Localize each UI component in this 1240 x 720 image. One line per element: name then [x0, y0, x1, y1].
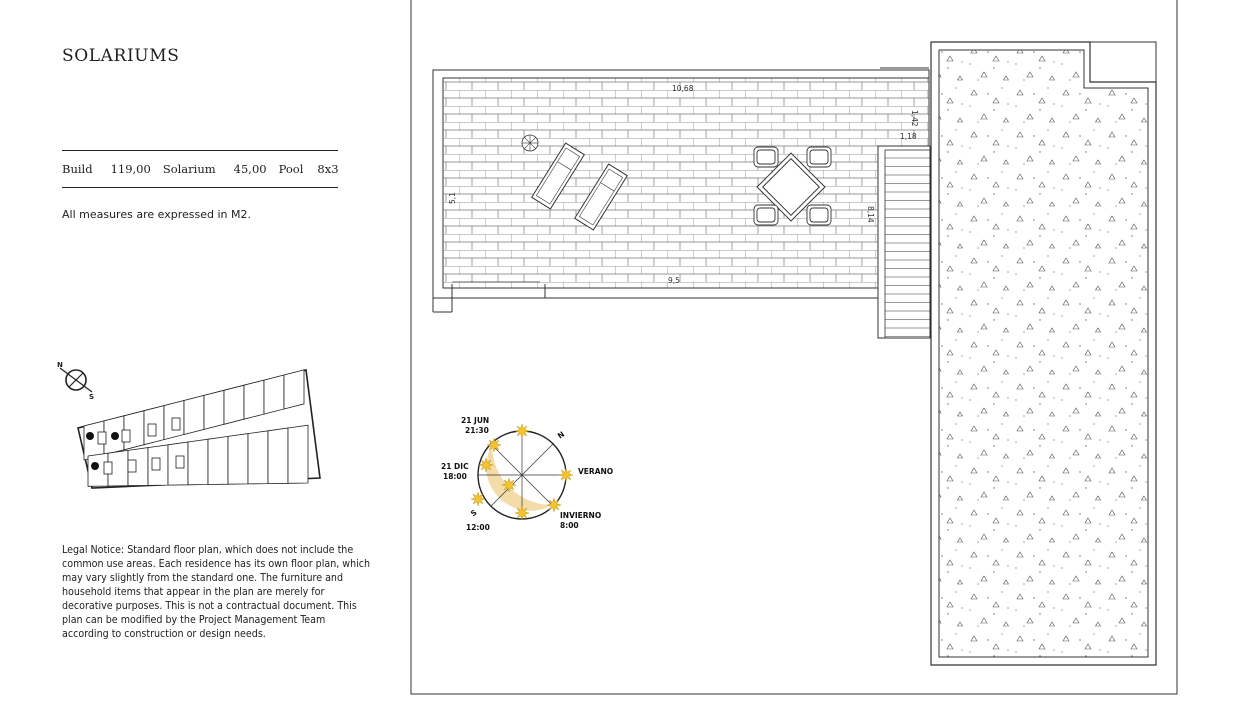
- key-plan-unit: [204, 390, 224, 429]
- summer-label: VERANO: [578, 467, 614, 476]
- sun-south-label: S: [469, 507, 479, 519]
- key-plan-unit: [268, 428, 288, 484]
- winter-time: 8:00: [560, 521, 579, 530]
- winter-sunset-time: 18:00: [443, 472, 467, 481]
- summer-sunset-date: 21 JUN: [461, 416, 490, 425]
- unit-pool-mark: [172, 418, 180, 430]
- unit-pool-mark: [128, 460, 136, 472]
- key-plan-unit: [288, 425, 308, 483]
- sun-north-label: N: [555, 429, 567, 441]
- build-label: Build: [62, 162, 93, 176]
- sun-icon: [502, 478, 516, 492]
- sun-icon: [487, 438, 501, 452]
- unit-pool-mark: [152, 458, 160, 470]
- dimension-stair: 8,14: [866, 206, 875, 223]
- legal-notice: Legal Notice: Standard floor plan, which does not include the common use areas. Each residence has its own floor plan, which may vary slightly from the standard one. The furniture and household items that appear in the plan are merely for decorative purposes. This is not a contractual document. This plan can be modified by the Project Management Team according to construction or design needs.: [62, 544, 371, 640]
- key-plan-unit: [184, 395, 204, 434]
- dimension-depth: 5,1: [448, 192, 457, 204]
- dimension-bottom-width: 9,5: [668, 276, 680, 285]
- unit-pool-mark: [148, 424, 156, 436]
- compass-south-letter: S: [89, 393, 95, 401]
- key-plan-unit: [248, 431, 268, 484]
- sun-icon: [515, 506, 529, 520]
- site-key-plan: [78, 370, 320, 488]
- unit-pool-mark: [176, 456, 184, 468]
- dimension-side-a: 1,42: [910, 110, 919, 127]
- summer-sunset-time: 21:30: [465, 426, 489, 435]
- parasol: [522, 135, 538, 151]
- key-plan-unit: [224, 385, 244, 424]
- key-plan-unit: [284, 370, 304, 409]
- dimension-top-width: 10,68: [672, 84, 694, 93]
- pool-value: 8x3: [317, 162, 339, 176]
- winter-sunset-date: 21 DIC: [441, 462, 469, 471]
- sun-icon: [559, 468, 573, 482]
- winter-label: INVIERNO: [560, 511, 602, 520]
- build-value: 119,00: [110, 162, 151, 176]
- noon-time: 12:00: [466, 523, 490, 532]
- key-plan-unit: [228, 434, 248, 485]
- dimension-side-b: 1,18: [900, 132, 917, 141]
- dining-set: [754, 147, 831, 225]
- unit-pool-mark: [104, 462, 112, 474]
- key-plan-unit: [264, 375, 284, 414]
- pool-area-inner: [939, 50, 1148, 657]
- key-plan-unit: [244, 380, 264, 419]
- key-plan-unit: [208, 436, 228, 484]
- solarium-label: Solarium: [162, 162, 216, 176]
- units-note: All measures are expressed in M2.: [62, 208, 251, 221]
- page-title: SOLARIUMS: [62, 46, 180, 66]
- pool-label: Pool: [278, 162, 304, 176]
- key-plan-unit: [188, 439, 208, 485]
- unit-pool-mark: [122, 430, 130, 442]
- solarium-value: 45,00: [233, 162, 267, 176]
- staircase: [878, 146, 930, 338]
- compass-north-letter: N: [57, 361, 63, 369]
- sun-path-chart: [469, 424, 573, 520]
- unit-pool-mark: [98, 432, 106, 444]
- sun-icon: [547, 498, 561, 512]
- sun-icon: [515, 424, 529, 438]
- north-compass-icon: [57, 361, 94, 401]
- sun-icon: [471, 492, 485, 506]
- terrace-paving: [443, 78, 929, 288]
- sun-icon: [479, 458, 493, 472]
